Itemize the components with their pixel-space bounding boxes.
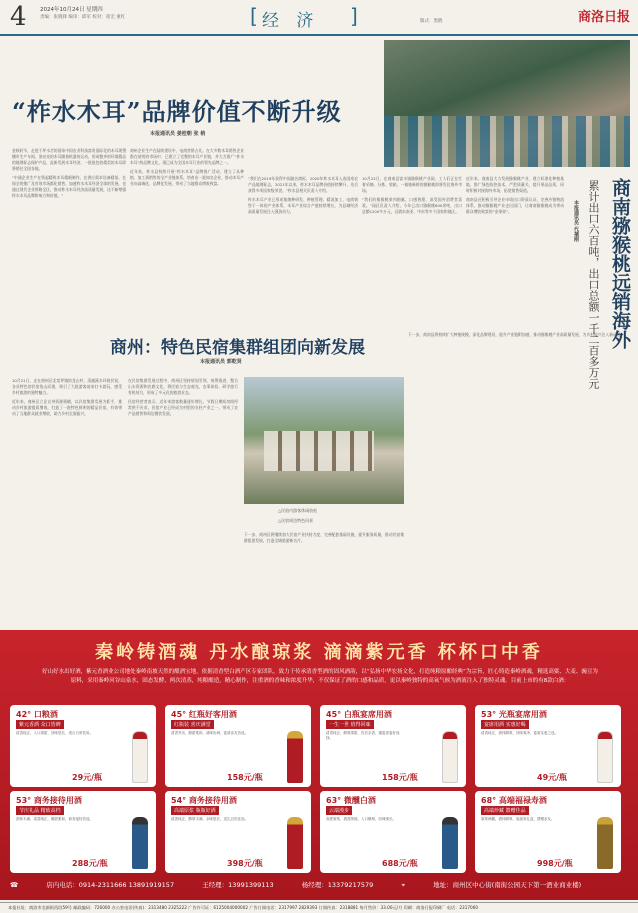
product-tagline: 紫元香酒 众口皆碑 bbox=[16, 720, 64, 729]
photo-fungus-workshop bbox=[384, 40, 630, 167]
paragraph: 10月21日，走在商州区北宽坪镇的龙山村，清澈溪水环绕民宿，各具特色的民宿依山而建，吸引了大批游客前来打卡游玩，感受乡村旅游的独特魅力。 bbox=[12, 378, 122, 395]
paragraph: “我们的猕猴桃果肉细腻、口感香甜，深受国外消费者喜爱。”园区负责人介绍，今年已出口猕猴桃600余吨，出口总额1200多万元，远销东南亚、中东等多个国家和地区。 bbox=[362, 197, 462, 214]
bottle-icon bbox=[287, 731, 303, 783]
story3-column-2 bbox=[466, 176, 564, 324]
liquor-advertisement bbox=[0, 630, 638, 900]
product-description: 清香纯正，入口绵甜，回味悠长，适合日常饮用。 bbox=[16, 731, 93, 735]
product-title: 45° 红瓶好客用酒 bbox=[171, 710, 237, 719]
product-tagline: 云端漫步 bbox=[326, 806, 352, 815]
photo-caption-2: △民宿周边特色风景 bbox=[278, 518, 314, 523]
contact-phone: 店内电话：0914-2311666 13891919157 bbox=[46, 881, 175, 889]
photo-homestay bbox=[244, 377, 404, 504]
product-card bbox=[165, 791, 311, 873]
product-card bbox=[165, 705, 311, 787]
paragraph: 金秋时节，走进于坪水岔的国家中国农业科技富贵国际化的木耳现塑棚市生产车间，黑亮亮的木耳随着机器的运动，形成整齐的环境精品的地理标志保护产品，此新发展木耳经济，一批批包装精美的木耳即将销往全国各地。 bbox=[12, 148, 126, 171]
product-title: 45° 白瓶宴席用酒 bbox=[326, 710, 392, 719]
headline-kiwi-export: 商南猕猴桃远销海外 bbox=[609, 178, 631, 349]
phone-icon: ☎ bbox=[10, 881, 19, 889]
story3-column-1 bbox=[362, 176, 462, 324]
product-price: 49元/瓶 bbox=[537, 773, 568, 782]
product-title: 53° 光瓶宴席用酒 bbox=[481, 710, 547, 719]
product-tagline: 一生一世 值得回味 bbox=[326, 720, 374, 729]
layout-credit: 版式：黑鹤 bbox=[420, 19, 443, 24]
product-price: 288元/瓶 bbox=[72, 859, 108, 868]
product-tagline: 高端原浆 瓶瓶好酒 bbox=[171, 806, 219, 815]
paragraph: “我们在2019年获得中国驰名商标，2020年柞水木耳入选国家农产品地理标志，2021年以来，柞水木耳品牌价值持续攀升，先后获得多项国家级荣誉。”柞水县相关负责人介绍。 bbox=[248, 176, 358, 193]
ad-intro: 好山好水出好酒，紫元香酒业公司地处秦岭南坡天然的酿酒宝地，依据清香型白酒产区专家团队，致力于传承清香型酒的固风酒韵，以“弘扬中华宏扬文化，打造纯粮原酿经典”为宗旨，匠心铸造秦岭酒魂，精选高粱、大麦、豌豆为原料，采用秦岭河谷山泉水，固态发酵，两次清蒸，纯粮酿造，精心制作，注重酒的香味和浓度升华，不仅保证了酒的口感和品质，更以秦岭独特的高氧气候为酒液注入了独特灵魂。目前上市的有8款白酒： bbox=[42, 669, 598, 684]
product-price: 398元/瓶 bbox=[227, 859, 263, 868]
bottle-icon bbox=[597, 817, 613, 869]
paragraph: 下一步，商州区将继续加大民宿产业扶持力度，完善配套基础设施，提升服务质量，推动民宿集群组团发展，打造全域旅游新名片。 bbox=[244, 532, 404, 543]
story3-column-3 bbox=[408, 332, 630, 624]
product-price: 158元/瓶 bbox=[227, 773, 263, 782]
paragraph: 柞水木耳产业已形成集菌种研发、种植管理、精深加工、电商销售于一体的产业体系，木耳产业综合产值持续增长，为县域经济高质量发展注入强劲动力。 bbox=[248, 197, 358, 214]
product-tagline: 红瓶装 喜庆满堂 bbox=[171, 720, 214, 729]
contact-phone-3: 杨经理：13379217579 bbox=[301, 881, 374, 889]
paragraph: 近年来，柞水县持续开展“柞水木耳”品牌推广活动，建立了从种植、加工到销售的全产业链体系，培育出一批知名企业，推动木耳产业向高端化、品牌化发展，带动了当地群众增收致富。 bbox=[130, 169, 244, 186]
product-description: 酒体丰满，清香纯正，醇甜柔和，商务接待首选。 bbox=[16, 817, 93, 821]
bottle-icon bbox=[132, 817, 148, 869]
story1-column-1 bbox=[12, 148, 126, 324]
byline-kiwi: 本报通讯员 代禧刚 bbox=[573, 200, 579, 242]
subheadline-kiwi-export: 累计出口六百吨，出口总额一千二百多万元 bbox=[587, 180, 600, 389]
location-icon: ⌖ bbox=[401, 881, 405, 889]
contact-phone-2: 王经理：13991399113 bbox=[202, 881, 274, 889]
product-tagline: 节庆礼品 精致高档 bbox=[16, 806, 64, 815]
product-description: 原浆珍藏，酒体醇厚，福禄寿礼盒，馈赠亲友。 bbox=[481, 817, 555, 821]
product-title: 68° 高端福禄寿酒 bbox=[481, 796, 547, 805]
editor-credits: 责编：张晓锋 编审：邱军 校对：崔宏 重红 bbox=[40, 15, 126, 20]
product-card bbox=[320, 791, 466, 873]
paragraph: 近年来，商州区立足自身资源禀赋，以民宿集群发展为抓手，推动乡村旅游提质增效，打造了一批特色鲜明的精品民宿，有效带动了当地群众就业增收，助力乡村全面振兴。 bbox=[12, 399, 122, 416]
headline-homestay: 商州：特色民宿集群组团向新发展 bbox=[110, 338, 365, 358]
story2-column-2 bbox=[128, 378, 238, 624]
story2-column-1 bbox=[12, 378, 122, 624]
newspaper-logo: 商洛日报 bbox=[577, 10, 630, 25]
bottle-icon bbox=[287, 817, 303, 869]
product-title: 42° 口粮酒 bbox=[16, 710, 58, 719]
product-price: 158元/瓶 bbox=[382, 773, 418, 782]
byline-fungus: 本报通讯员 姜桂朝 张 梢 bbox=[150, 131, 206, 137]
paragraph: 下一步，商南县将持续扩大种植规模，深化品牌建设，提升产业链附加值，推动猕猴桃产业高质量发展，为乡村振兴注入新动能。 bbox=[408, 332, 625, 337]
product-card bbox=[475, 705, 621, 787]
product-grid bbox=[10, 705, 628, 873]
photo-caption-1: △民宿内游客休闲放松 bbox=[278, 508, 318, 513]
product-description: 清香纯正，醇厚丰满，余味悠长，送礼自饮佳品。 bbox=[171, 817, 248, 821]
product-card bbox=[475, 791, 621, 873]
product-tagline: 高端珍藏 馈赠佳品 bbox=[481, 806, 529, 815]
product-title: 54° 商务接待用酒 bbox=[171, 796, 237, 805]
page-number: 4 bbox=[10, 2, 27, 32]
bracket-right-icon: ] bbox=[350, 4, 358, 28]
product-description: 清香突出，醇甜柔和，诸味协调，宴请亲友首选。 bbox=[171, 731, 248, 735]
issue-date: 2024年10月24日 星期四 bbox=[40, 7, 103, 13]
newspaper-footer: 本报社址：商洛市北新街西段59号 邮政编码：726000 办公室电话(传真)：2313480 2325222 广告许可证：6125004000002 广告订阅电话：2317997 2829393 订阅传真：2318881 每月售价：33.00元/月 印刷：商洛日报印刷厂 电话：2317060 bbox=[0, 902, 638, 913]
product-card bbox=[320, 705, 466, 787]
paragraph: “中通企业生产在领起精致木耳精细制作，在供应需求设备精基，在保全的推广及有效市场都化销售，加速柞水木耳经济全球的发展，也通过现代企业带路全区，推动柞水木耳经济高质量发展，这不断增强柞水木耳品牌影响力和价值。” bbox=[12, 175, 126, 198]
product-price: 688元/瓶 bbox=[382, 859, 418, 868]
product-card bbox=[10, 705, 156, 787]
story2-column-3 bbox=[244, 532, 404, 624]
product-card bbox=[10, 791, 156, 873]
bottle-icon bbox=[132, 731, 148, 783]
product-title: 53° 商务接待用酒 bbox=[16, 796, 82, 805]
product-description: 清香纯正，醇厚绵甜，饮后余香，婚宴喜宴好选择。 bbox=[326, 731, 400, 740]
byline-homestay: 本报通讯员 郭乾贤 bbox=[200, 359, 242, 365]
paragraph: 商南县还积极引导企业申请出口资质认证，完善冷链物流体系，推动猕猴桃产业走出国门，让商南猕猴桃成为带动群众增收致富的“金果果”。 bbox=[466, 197, 564, 214]
story1-column-2 bbox=[130, 148, 244, 324]
bottle-icon bbox=[442, 817, 458, 869]
contact-address: 地址：商州区中心街(南街公园天下第一酒业商业楼) bbox=[433, 881, 582, 889]
paragraph: 10月22日，在商南县富水镇猕猴桃产业园，工人们正在忙着采摘、分拣、装箱，一箱箱新鲜的猕猴桃即将发往海外市场。 bbox=[362, 176, 462, 193]
product-title: 63° 微醺白酒 bbox=[326, 796, 376, 805]
ad-contact-bar bbox=[10, 880, 628, 894]
product-tagline: 宴席用酒 实惠好喝 bbox=[481, 720, 529, 729]
bottle-icon bbox=[442, 731, 458, 783]
product-price: 29元/瓶 bbox=[72, 773, 103, 782]
product-price: 998元/瓶 bbox=[537, 859, 573, 868]
product-description: 高度原浆，酒香浓郁，入口醇厚，回味绵长。 bbox=[326, 817, 396, 821]
bracket-left-icon: [ bbox=[250, 4, 258, 28]
paragraph: 商州企业生产在陆续建设中，电商营销占比。在大多数木耳销售企业都在使用的市场中，已建立了完整的木耳产业链，并大力推广“柞水木耳”的品牌文化，现已成为全国木耳行业的领先品牌之一。 bbox=[130, 148, 244, 165]
masthead bbox=[0, 0, 638, 36]
paragraph: 民宿经营者表示，近年来游客数量逐年增长，节假日期间房间经常供不应求，民宿产业已经成为村里的支柱产业之一，带动了农产品销售和周边餐饮发展。 bbox=[128, 399, 238, 416]
bottle-icon bbox=[597, 731, 613, 783]
section-title: 经 济 bbox=[262, 11, 320, 31]
headline-fungus-brand: “柞水木耳”品牌价值不断升级 bbox=[12, 97, 342, 126]
story1-column-3 bbox=[248, 176, 358, 324]
paragraph: 在民宿集群发展过程中，商州区坚持规划引领、统筹推进，整合山水资源和农耕文化，将民宿与生态观光、农事体验、研学旅行有机结合，形成了多元化的旅游业态。 bbox=[128, 378, 238, 395]
product-description: 清香纯正，酒体醇厚，回味爽净，宴席实惠之选。 bbox=[481, 731, 558, 735]
ad-slogan: 秦岭铸酒魂 丹水酿琼浆 滴滴紫元香 杯杯口中香 bbox=[95, 642, 543, 663]
paragraph: 近年来，商南县大力发展猕猴桃产业，建立标准化种植基地，推广绿色防控技术，严把质量关，提升果品品质，同时积极对接海外市场，拓宽销售渠道。 bbox=[466, 176, 564, 193]
